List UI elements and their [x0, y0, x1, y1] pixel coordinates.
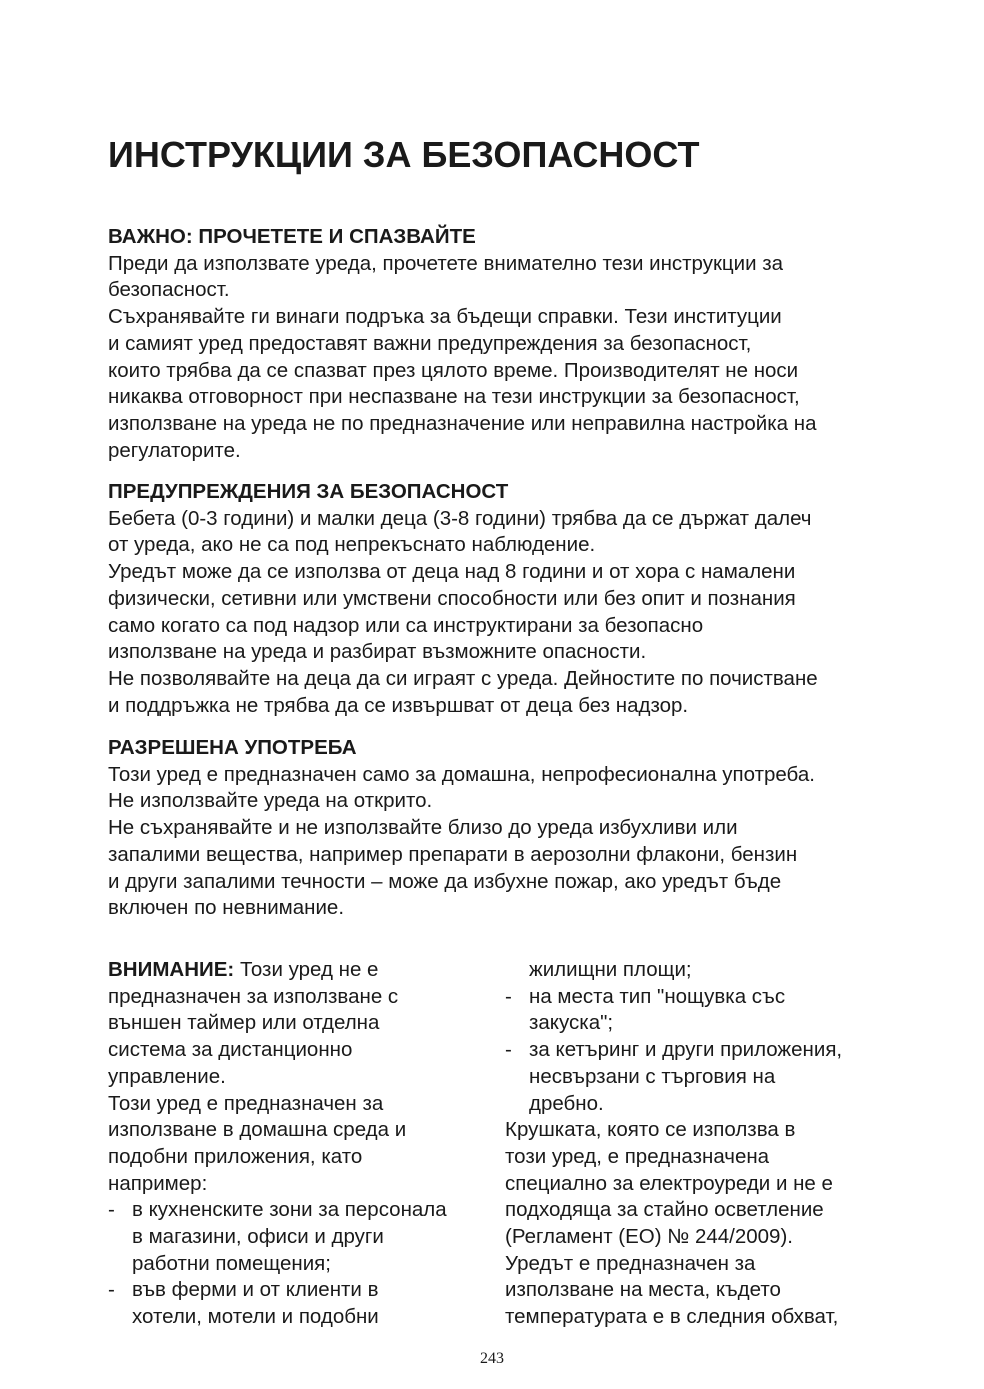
text-line: използване в домашна среда и — [108, 1118, 407, 1142]
page-title: ИНСТРУКЦИИ ЗА БЕЗОПАСНОСТ — [108, 134, 700, 175]
section-heading-permitted-use: РАЗРЕШЕНА УПОТРЕБА — [108, 736, 357, 759]
text-line: запалими вещества, например препарати в аерозолни флакони, бензин — [108, 842, 798, 866]
text-line: Този уред е предназначен за — [108, 1091, 384, 1115]
text-line: от уреда, ако не са под непрекъснато наблюдение. — [108, 533, 596, 557]
list-item — [108, 1277, 488, 1330]
text-line: хотели, мотели и подобни — [132, 1305, 379, 1329]
list-item — [505, 984, 885, 1037]
text-line: физически, сетивни или умствени способности или без опит и познания — [108, 586, 796, 610]
text-line: за кетъринг и други приложения, — [529, 1038, 843, 1062]
text-line: подходяща за стайно осветление — [505, 1198, 824, 1222]
text-line: този уред, е предназначена — [505, 1144, 770, 1168]
text-line: Уредът е предназначен за — [505, 1251, 756, 1275]
right-column — [505, 957, 885, 1331]
text-line: включен по невнимание. — [108, 896, 345, 920]
text-line: външен таймер или отделна — [108, 1011, 380, 1035]
list-item — [505, 1037, 885, 1117]
text-line: Не съхранявайте и не използвайте близо до уреда избухливи или — [108, 816, 738, 840]
left-column — [108, 957, 488, 1331]
text-line: използване на уреда и разбират възможните опасности. — [108, 640, 647, 664]
text-line: в магазини, офиси и други — [132, 1225, 384, 1249]
text-line: Този уред е предназначен само за домашна, непрофесионална употреба. — [108, 762, 815, 786]
text-line: безопасност. — [108, 278, 230, 302]
list-item — [108, 1197, 488, 1277]
text-line: закуска"; — [529, 1011, 614, 1035]
section-permitted-use — [108, 735, 908, 922]
text-line: температурата е в следния обхват, — [505, 1305, 839, 1329]
section-important — [108, 224, 908, 464]
text-line: и самият уред предоставят важни предупреждения за безопасност, — [108, 331, 752, 355]
text-line: само когато са под надзор или са инструктирани за безопасно — [108, 613, 704, 637]
section-safety-warnings — [108, 479, 908, 719]
text-line: Крушката, която се използва в — [505, 1118, 796, 1142]
text-line: дребно. — [529, 1091, 604, 1115]
text-line: във ферми и от клиенти в — [132, 1278, 379, 1302]
section-heading-warnings: ПРЕДУПРЕЖДЕНИЯ ЗА БЕЗОПАСНОСТ — [108, 480, 509, 503]
text-line: предназначен за използване с — [108, 984, 399, 1008]
text-line: на места тип "нощувка със — [529, 984, 786, 1008]
text-line: Не позволявайте на деца да си играят с уреда. Дейностите по почистване — [108, 666, 818, 690]
bullet-dash: - — [108, 1198, 115, 1222]
text-line: никаква отговорност при неспазване на тези инструкции за безопасност, — [108, 385, 800, 409]
text-line: жилищни площи; — [529, 958, 692, 981]
text-line: подобни приложения, като — [108, 1144, 363, 1168]
text-line: Уредът може да се използва от деца над 8 години и от хора с намалени — [108, 560, 796, 584]
text-line: управление. — [108, 1064, 226, 1088]
text-line: Съхранявайте ги винаги подръка за бъдещи справки. Тези институции — [108, 305, 782, 329]
text-line: и други запалими течности – може да избухне пожар, ако уредът бъде — [108, 869, 782, 893]
text-line: система за дистанционно — [108, 1038, 353, 1062]
text-line: Не използвайте уреда на открито. — [108, 789, 433, 813]
text-line: Бебета (0-3 години) и малки деца (3-8 години) трябва да се държат далеч — [108, 506, 812, 530]
caution-line — [108, 957, 488, 984]
text-line: несвързани с търговия на — [529, 1064, 776, 1088]
caution-text: Този уред не е — [234, 958, 379, 981]
page-number: 243 — [480, 1350, 504, 1367]
section-heading-important: ВАЖНО: ПРОЧЕТЕТЕ И СПАЗВАЙТЕ — [108, 225, 476, 248]
text-line: работни помещения; — [132, 1251, 331, 1275]
text-line: специално за електроуреди и не е — [505, 1171, 833, 1195]
text-line: в кухненските зони за персонала — [132, 1198, 447, 1222]
text-line: използване на уреда не по предназначение или неправилна настройка на — [108, 411, 817, 435]
bullet-dash: - — [505, 1038, 512, 1062]
bullet-dash: - — [505, 984, 512, 1008]
text-line: и поддръжка не трябва да се извършват от деца без надзор. — [108, 693, 689, 717]
text-line: (Регламент (ЕО) № 244/2009). — [505, 1225, 793, 1249]
text-line: които трябва да се спазват през цялото време. Производителят не носи — [108, 358, 799, 382]
bullet-dash: - — [108, 1278, 115, 1302]
text-line: използване на места, където — [505, 1278, 781, 1302]
text-line: Преди да използвате уреда, прочетете внимателно тези инструкции за — [108, 251, 784, 275]
text-line: например: — [108, 1171, 208, 1195]
text-line: регулаторите. — [108, 438, 241, 462]
caution-label: ВНИМАНИЕ: — [108, 958, 235, 981]
